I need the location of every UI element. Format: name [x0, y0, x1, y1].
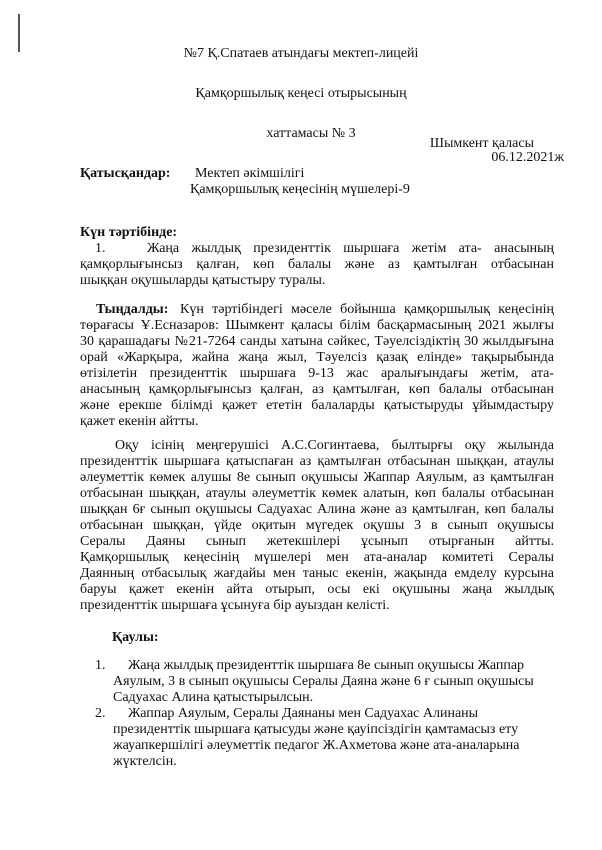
listened-line: қажет екенін айтты.: [80, 414, 199, 429]
participants-item: Қамқоршылық кеңесінің мүшелері-9: [190, 182, 410, 197]
place: Шымкент қаласы: [429, 136, 534, 151]
participants-item: Мектеп әкімшілігі: [195, 166, 305, 181]
protocol-number: хаттамасы № 3: [266, 126, 356, 141]
listened-line: анасының қамқорлығынсыз қалған, аз қамтылған, көп балалы отбасынан: [80, 382, 554, 397]
listened-line: орай «Жарқыра, жайна жаңа жыл, Тәуелсіз қазақ елінде» тақырыбында: [80, 350, 554, 365]
para2-line: баруы қажет екенін айта отырып, осы екі оқушыны жаңа жылдық: [80, 582, 554, 597]
decision-number: 2.: [95, 706, 106, 721]
decision-line: жауапкершілігі әлеуметтік педагог Ж.Ахметова және ата-аналарына: [113, 738, 520, 753]
agenda-line: Жаңа жылдық президенттік шыршаға жетім ата- анасының: [147, 241, 554, 256]
para2-line: отбасынан шыққан, атаулы әлеуметтік көмек алатын, көп балалы отбасынан: [80, 486, 554, 501]
agenda-line: шыққан оқушыларды қатыстыру туралы.: [80, 273, 326, 288]
decision-line: Аяулым, 3 в сынып оқушысы Сералы Даяна және 6 ғ сынып оқушысы: [113, 674, 534, 689]
para2-line: шыққан 6ғ сынып оқушысы Садуахас Алина және аз қамтылған, көп балалы: [80, 502, 554, 517]
listened-line: және ерекше білімді қажет ететін балаларды қатыстыруды ұйымдастыру: [80, 398, 554, 413]
para2-line: президенттік шыршаға ұсынуға бір ауыздан келісті.: [80, 598, 390, 613]
agenda-label: Күн тәртібінде:: [80, 225, 178, 240]
decision-line: жүктелсін.: [113, 754, 177, 769]
para2-line: Даянның отбасылық жағдайы мен таныс екенін, жақында емделу курсына: [80, 566, 554, 581]
agenda-item-number: 1.: [95, 241, 106, 256]
para2-line: Сералы Даяны сынып жетекшілері ұсынып отырғанын айтты.: [80, 534, 554, 549]
para2-line: әлеуметтік көмек алушы 8е сынып оқушысы Жаппар Аяулым, аз қамтылған: [80, 470, 554, 485]
participants-label: Қатысқандар:: [80, 166, 171, 181]
council-title: Қамқоршылық кеңесі отырысының: [195, 86, 407, 101]
decision-line: президенттік шыршаға қатысуды және қауіпсіздігін қамтамасыз ету: [113, 722, 519, 737]
listened-line: Күн тәртібіндегі мәселе бойынша қамқоршылық кеңесінің: [180, 302, 554, 317]
listened-label: Тыңдалды:: [96, 302, 169, 317]
decision-line: Садуахас Алина қатыстырылсын.: [113, 690, 314, 705]
date: 06.12.2021ж: [491, 150, 564, 165]
listened-line: 30 қарашадағы №21-7264 санды хатына сәйкес, Тәуелсіздіктің 30 жылдығына: [80, 334, 554, 349]
para2-line: Оқу ісінің меңгерушісі А.С.Согинтаева, былтырғы оқу жылында: [115, 438, 554, 453]
agenda-line: қамқорлығынсыз қалған, көп балалы және аз қамтылған отбасынан: [80, 257, 554, 272]
listened-line: өтізілетін президенттік шыршаға 9-13 жас аралығындағы жетім, ата-: [80, 366, 554, 381]
decision-line: Жаппар Аяулым, Сералы Даянаны мен Садуахас Алинаны: [128, 706, 479, 721]
para2-line: отбасынан шыққан, үйде оқитын мүгедек оқушы 3 в сынып оқушысы: [80, 518, 554, 533]
para2-line: президенттік шыршаға қатыспаған аз қамтылған отбасынан шыққан, атаулы: [80, 454, 554, 469]
school-name: №7 Қ.Спатаев атындағы мектеп-лицейі: [183, 46, 419, 61]
listened-line: төрағасы Ұ.Есназаров: Шымкент қаласы білім басқармасының 2021 жылғы: [80, 318, 554, 333]
decided-label: Қаулы:: [112, 630, 159, 645]
decision-number: 1.: [95, 658, 106, 673]
para2-line: Қамқоршылық кеңесінің мүшелері мен ата-аналар комитеті Сералы: [80, 550, 554, 565]
decision-line: Жаңа жылдық президенттік шыршаға 8е сынып оқушысы Жаппар: [128, 658, 525, 673]
